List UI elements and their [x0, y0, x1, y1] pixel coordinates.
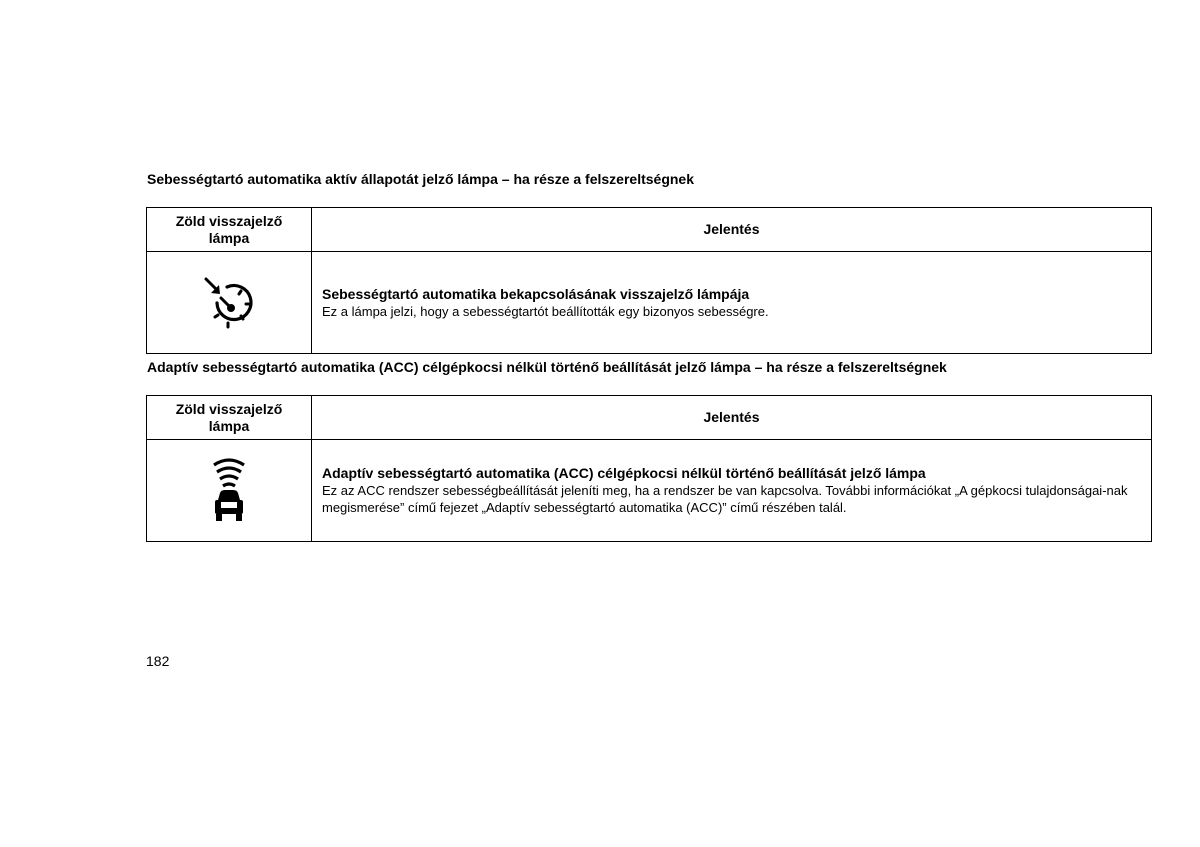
section-heading-cruise-control: Sebességtartó automatika aktív állapotát jelző lámpa – ha része a felszereltségnek: [147, 171, 695, 187]
cruise-control-speedometer-icon: [199, 273, 259, 333]
column-header-lamp: Zöld visszajelző lámpa: [147, 396, 312, 440]
indicator-title: Adaptív sebességtartó automatika (ACC) célgépkocsi nélkül történő beállítását jelző lámpa: [322, 465, 926, 481]
lamp-icon-cell: [147, 252, 312, 354]
indicator-table-acc: [146, 395, 1152, 542]
indicator-description: Ez az ACC rendszer sebességbeállítását jeleníti meg, ha a rendszer be van kapcsolva. További információkat „A gépkocsi tulajdonságai-nak megismerése” című fejezet „Adaptív sebességtartó automatika (ACC)” című részében talál.: [322, 483, 1128, 515]
table-row: [147, 252, 1152, 354]
column-header-lamp: Zöld visszajelző lámpa: [147, 208, 312, 252]
acc-vehicle-radar-icon: [206, 456, 252, 526]
column-header-meaning: Jelentés: [312, 396, 1152, 440]
meaning-cell: [312, 252, 1152, 354]
indicator-description: Ez a lámpa jelzi, hogy a sebességtartót beállították egy bizonyos sebességre.: [322, 303, 769, 319]
meaning-cell: [312, 440, 1152, 542]
indicator-title: Sebességtartó automatika bekapcsolásának visszajelző lámpája: [322, 285, 750, 302]
lamp-icon-cell: [147, 440, 312, 542]
table-header-row: [147, 208, 1152, 252]
page-number: 182: [146, 653, 170, 669]
indicator-table-cruise-control: [146, 207, 1152, 354]
table-header-row: [147, 396, 1152, 440]
column-header-meaning: Jelentés: [312, 208, 1152, 252]
section-heading-acc: Adaptív sebességtartó automatika (ACC) célgépkocsi nélkül történő beállítását jelző lámpa – ha része a felszereltségnek: [147, 359, 947, 375]
table-row: [147, 440, 1152, 542]
